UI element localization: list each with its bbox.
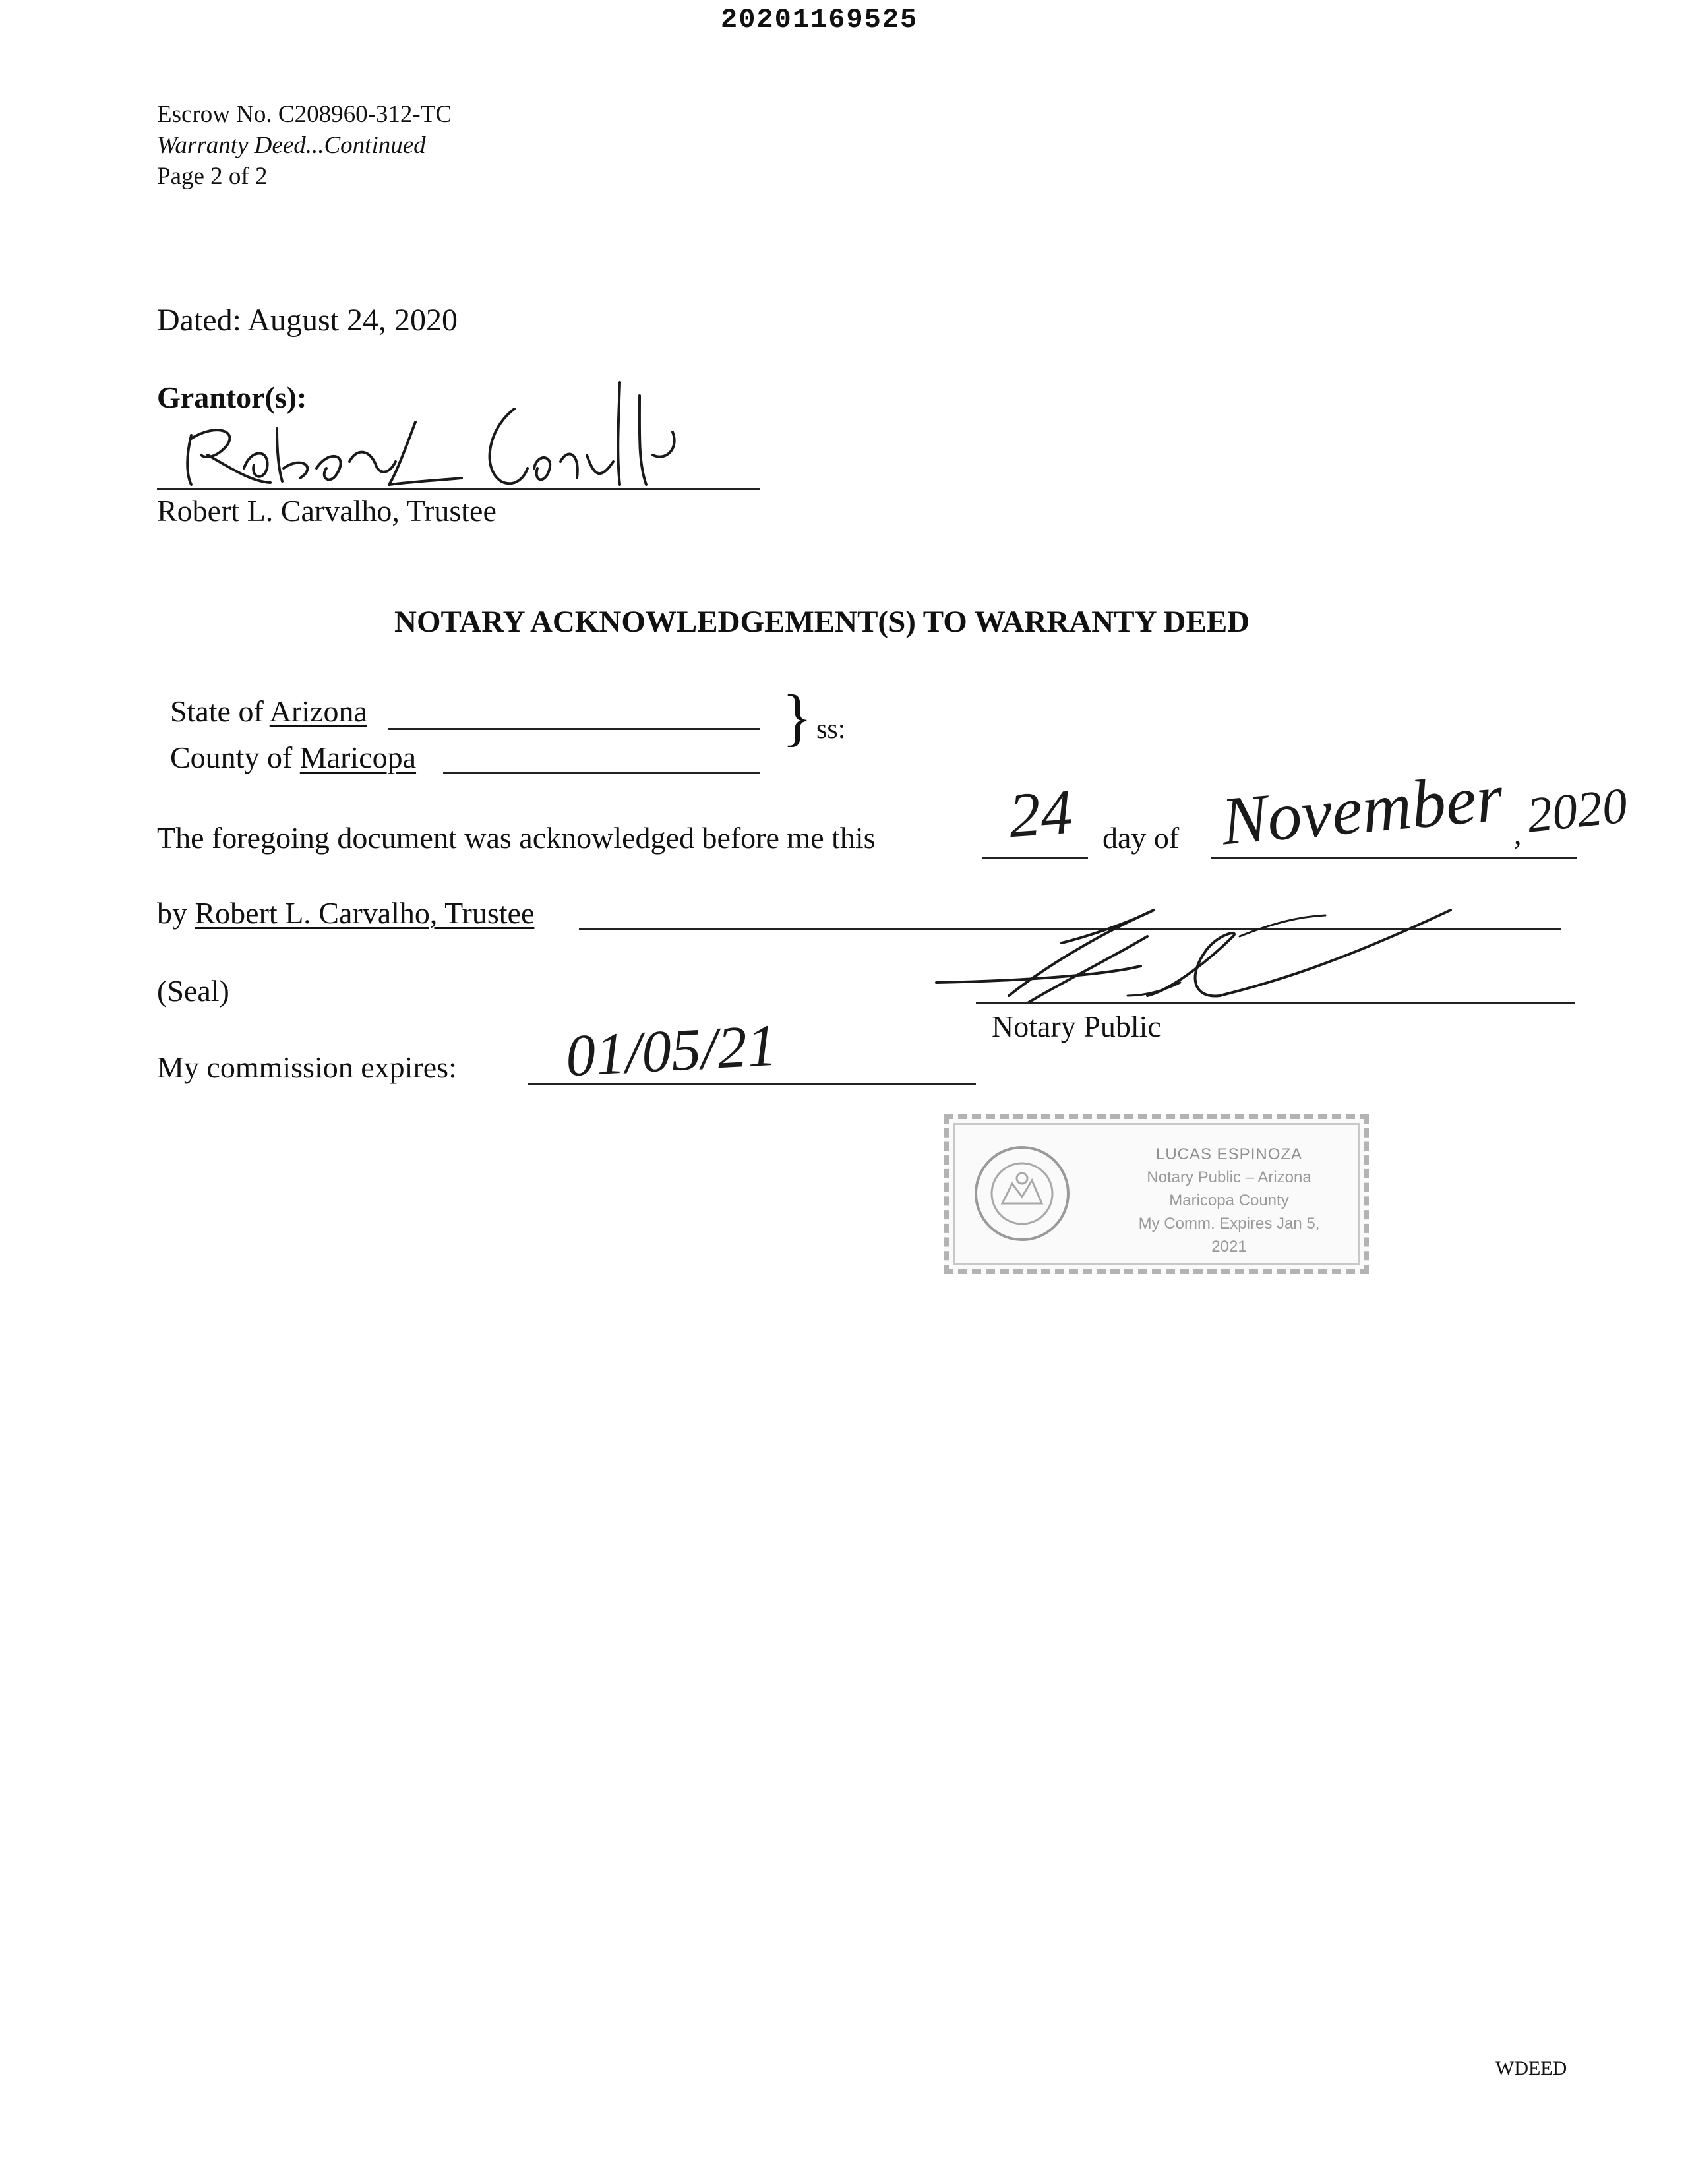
acknowledgement-text: The foregoing document was acknowledged before me this [157,821,876,855]
notary-heading: NOTARY ACKNOWLEDGEMENT(S) TO WARRANTY DEED [394,605,1250,639]
venue-brace: } [782,682,813,752]
arizona-seal-icon [973,1144,1071,1243]
grantor-signature-line [157,488,760,490]
by-line [157,895,534,930]
day-of-label: day of [1102,821,1180,855]
document-title: Warranty Deed...Continued [157,132,426,159]
commission-date-handwritten: 01/05/21 [564,1012,779,1089]
month-handwritten: November [1218,759,1506,860]
grantor-signature [178,369,692,495]
record-number: 20201169525 [721,4,919,36]
month-comma: , [1514,817,1522,851]
county-value: Maricopa [299,741,417,774]
ss-label: ss: [816,714,846,744]
notary-signature-line [976,1002,1575,1004]
state-label: State of [170,694,264,728]
state-value: Arizona [269,694,367,728]
stamp-notary-name: LUCAS ESPINOZA [1155,1145,1303,1163]
day-underline [982,857,1088,859]
by-label: by [157,896,187,930]
footer-form-code: WDEED [1495,2057,1567,2079]
grantor-label: Grantor(s): [157,380,307,414]
year-handwritten: 2020 [1524,777,1630,843]
notary-stamp [944,1114,1369,1274]
month-underline [1211,857,1577,859]
day-handwritten: 24 [1006,775,1075,851]
by-value: Robert L. Carvalho, Trustee [195,896,535,930]
county-label: County of [170,741,293,774]
stamp-expiration: My Comm. Expires Jan 5, 2021 [1138,1215,1320,1256]
county-line [170,740,416,775]
commission-label: My commission expires: [157,1050,457,1084]
stamp-title: Notary Public – Arizona [1147,1168,1311,1186]
county-underline [443,772,760,774]
page-indicator: Page 2 of 2 [157,163,268,190]
notary-signature [930,897,1470,1016]
stamp-county: Maricopa County [1169,1192,1289,1209]
seal-label: (Seal) [157,974,229,1008]
state-line [170,694,367,729]
notary-public-label: Notary Public [992,1010,1161,1043]
grantor-name: Robert L. Carvalho, Trustee [157,494,497,528]
state-underline [388,728,760,730]
escrow-number: Escrow No. C208960-312-TC [157,101,452,128]
dated-line: Dated: August 24, 2020 [157,303,458,338]
